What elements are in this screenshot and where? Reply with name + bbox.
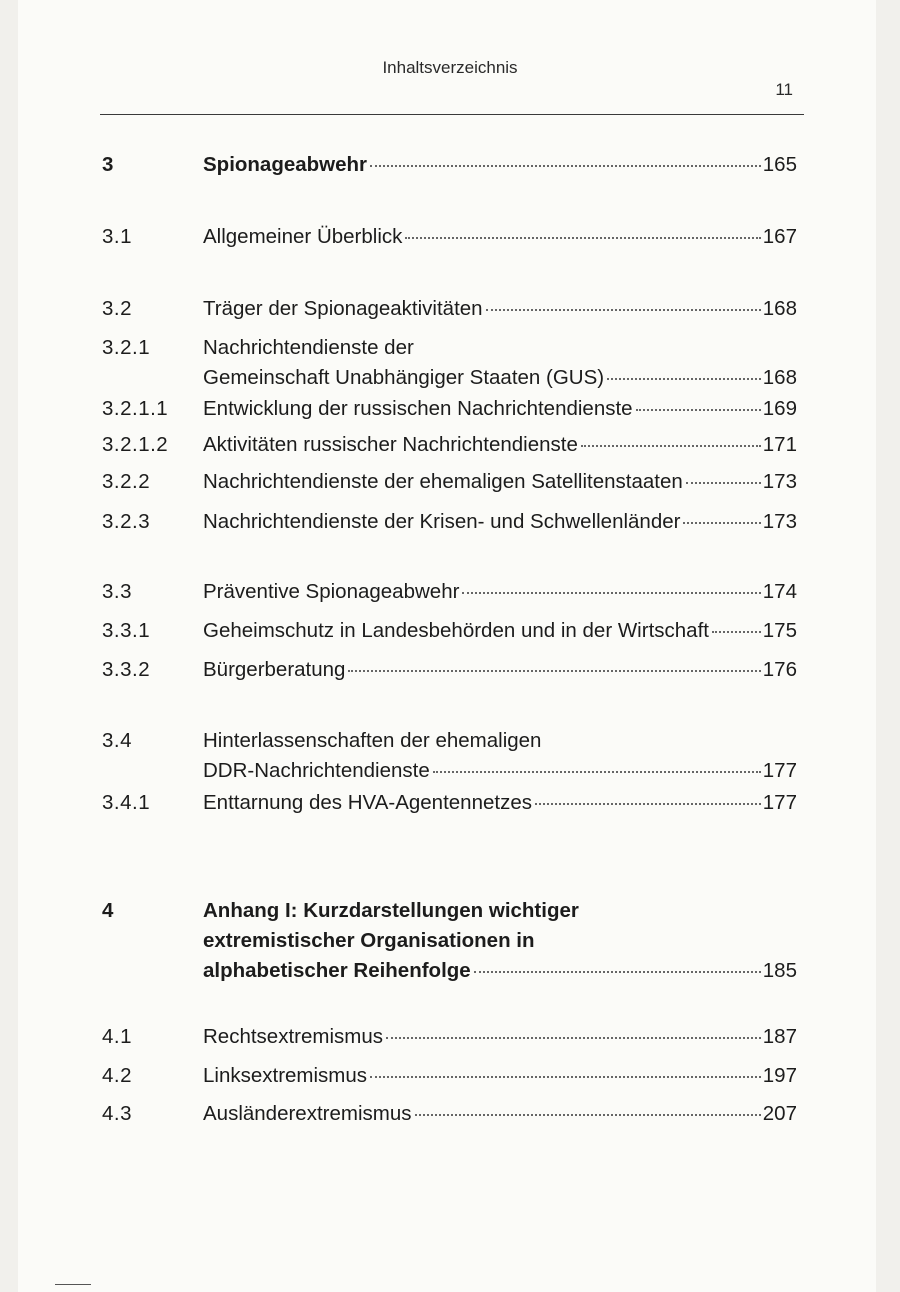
toc-entry-title: Ausländerextremismus xyxy=(203,1102,412,1125)
toc-entry-page: 165 xyxy=(762,153,797,176)
toc-entry-page: 168 xyxy=(762,366,797,389)
toc-entry-line xyxy=(203,297,797,325)
toc-entry-title: Aktivitäten russischer Nachrichtendienste xyxy=(203,433,578,456)
toc-entry-line xyxy=(203,929,797,957)
toc-entry-title: Geheimschutz in Landesbehörden und in der Wirtschaft xyxy=(203,619,709,642)
toc-entry-page: 197 xyxy=(762,1064,797,1087)
toc-entry-number: 3.3.1 xyxy=(102,619,151,642)
toc-entry-page: 175 xyxy=(762,619,797,642)
toc-entry-number: 3.4 xyxy=(102,729,132,752)
toc-entry-number: 3.3 xyxy=(102,580,132,603)
toc-entry-number: 3.2.2 xyxy=(102,470,151,493)
toc-entry-page: 207 xyxy=(762,1102,797,1125)
toc-entry-line xyxy=(203,336,797,364)
toc-entry-number: 3.2 xyxy=(102,297,132,320)
toc-entry-line xyxy=(203,791,797,819)
toc-entry-number: 4.2 xyxy=(102,1064,132,1087)
toc-entry-line xyxy=(203,729,797,757)
dot-leader xyxy=(386,1033,761,1039)
toc-entry-title: Hinterlassenschaften der ehemaligen xyxy=(203,729,542,752)
toc-entry-line xyxy=(203,959,797,987)
dot-leader xyxy=(474,967,761,973)
toc-entry-title: Nachrichtendienste der Krisen- und Schwellenländer xyxy=(203,510,681,533)
toc-entry-line xyxy=(203,470,797,498)
dot-leader xyxy=(433,767,761,773)
toc-entry-line xyxy=(203,366,797,394)
toc-entry-page: 168 xyxy=(762,297,797,320)
dot-leader xyxy=(348,666,760,672)
toc-entry-title: Gemeinschaft Unabhängiger Staaten (GUS) xyxy=(203,366,605,389)
toc-entry-page: 177 xyxy=(762,791,797,814)
toc-entry-number: 4.1 xyxy=(102,1025,132,1048)
page-number: 11 xyxy=(775,80,793,99)
toc-entry-line xyxy=(203,433,797,461)
dot-leader xyxy=(683,518,760,524)
toc-entry-page: 173 xyxy=(762,510,797,533)
toc-entry-page: 176 xyxy=(762,658,797,681)
toc-entry-title: extremistischer Organisationen in xyxy=(203,929,535,952)
toc-entry-page: 173 xyxy=(762,470,797,493)
dot-leader xyxy=(581,441,761,447)
toc-entry-title: DDR-Nachrichtendienste xyxy=(203,759,430,782)
toc-entry-number: 3.1 xyxy=(102,225,132,248)
dot-leader xyxy=(486,305,761,311)
dot-leader xyxy=(415,1110,761,1116)
toc-entry-line xyxy=(203,619,797,647)
toc-entry-number: 3.2.3 xyxy=(102,510,151,533)
toc-entry-page: 174 xyxy=(762,580,797,603)
toc-entry-line xyxy=(203,153,797,181)
toc-entry-title: Spionageabwehr xyxy=(203,153,368,176)
header-rule xyxy=(100,114,804,115)
toc-entry-title: alphabetischer Reihenfolge xyxy=(203,959,471,982)
toc-entry-line xyxy=(203,225,797,253)
toc-entry-number: 3.2.1 xyxy=(102,336,151,359)
toc-entry-number: 3.4.1 xyxy=(102,791,151,814)
toc-entry-title: Enttarnung des HVA-Agentennetzes xyxy=(203,791,532,814)
toc-entry-line xyxy=(203,1025,797,1053)
toc-entry-page: 169 xyxy=(762,397,797,420)
toc-entry-page: 187 xyxy=(762,1025,797,1048)
toc-entry-number: 4.3 xyxy=(102,1102,132,1125)
toc-entry-line xyxy=(203,658,797,686)
toc-entry-number: 4 xyxy=(102,899,114,922)
toc-entry-title: Träger der Spionageaktivitäten xyxy=(203,297,483,320)
toc-entry-title: Nachrichtendienste der ehemaligen Satellitenstaaten xyxy=(203,470,683,493)
toc-entry-number: 3.2.1.2 xyxy=(102,433,169,456)
toc-entry-title: Präventive Spionageabwehr xyxy=(203,580,460,603)
dot-leader xyxy=(607,374,761,380)
toc-entry-line xyxy=(203,397,797,425)
dot-leader xyxy=(636,405,761,411)
toc-entry-line xyxy=(203,759,797,787)
toc-entry-page: 167 xyxy=(762,225,797,248)
dot-leader xyxy=(462,588,760,594)
dot-leader xyxy=(370,1072,761,1078)
footer-mark xyxy=(55,1284,91,1285)
toc-entry-title: Entwicklung der russischen Nachrichtendienste xyxy=(203,397,633,420)
toc-entry-line xyxy=(203,1102,797,1130)
toc-entry-title: Linksextremismus xyxy=(203,1064,368,1087)
dot-leader xyxy=(686,478,761,484)
toc-entry-title: Bürgerberatung xyxy=(203,658,346,681)
toc-entry-title: Rechtsextremismus xyxy=(203,1025,383,1048)
dot-leader xyxy=(712,627,761,633)
toc-entry-number: 3.2.1.1 xyxy=(102,397,169,420)
toc-entry-page: 177 xyxy=(762,759,797,782)
running-header-title: Inhaltsverzeichnis xyxy=(382,58,518,77)
dot-leader xyxy=(370,161,761,167)
toc-entry-number: 3.3.2 xyxy=(102,658,151,681)
toc-entry-page: 185 xyxy=(762,959,797,982)
toc-entry-page: 171 xyxy=(762,433,797,456)
toc-entry-title: Anhang I: Kurzdarstellungen wichtiger xyxy=(203,899,579,922)
dot-leader xyxy=(405,233,760,239)
toc-entry-title: Allgemeiner Überblick xyxy=(203,225,403,248)
toc-entry-line xyxy=(203,510,797,538)
toc-entry-line xyxy=(203,899,797,927)
toc-entry-line xyxy=(203,580,797,608)
toc-entry-number: 3 xyxy=(102,153,114,176)
toc-entry-line xyxy=(203,1064,797,1092)
dot-leader xyxy=(535,799,761,805)
toc-entry-title: Nachrichtendienste der xyxy=(203,336,414,359)
